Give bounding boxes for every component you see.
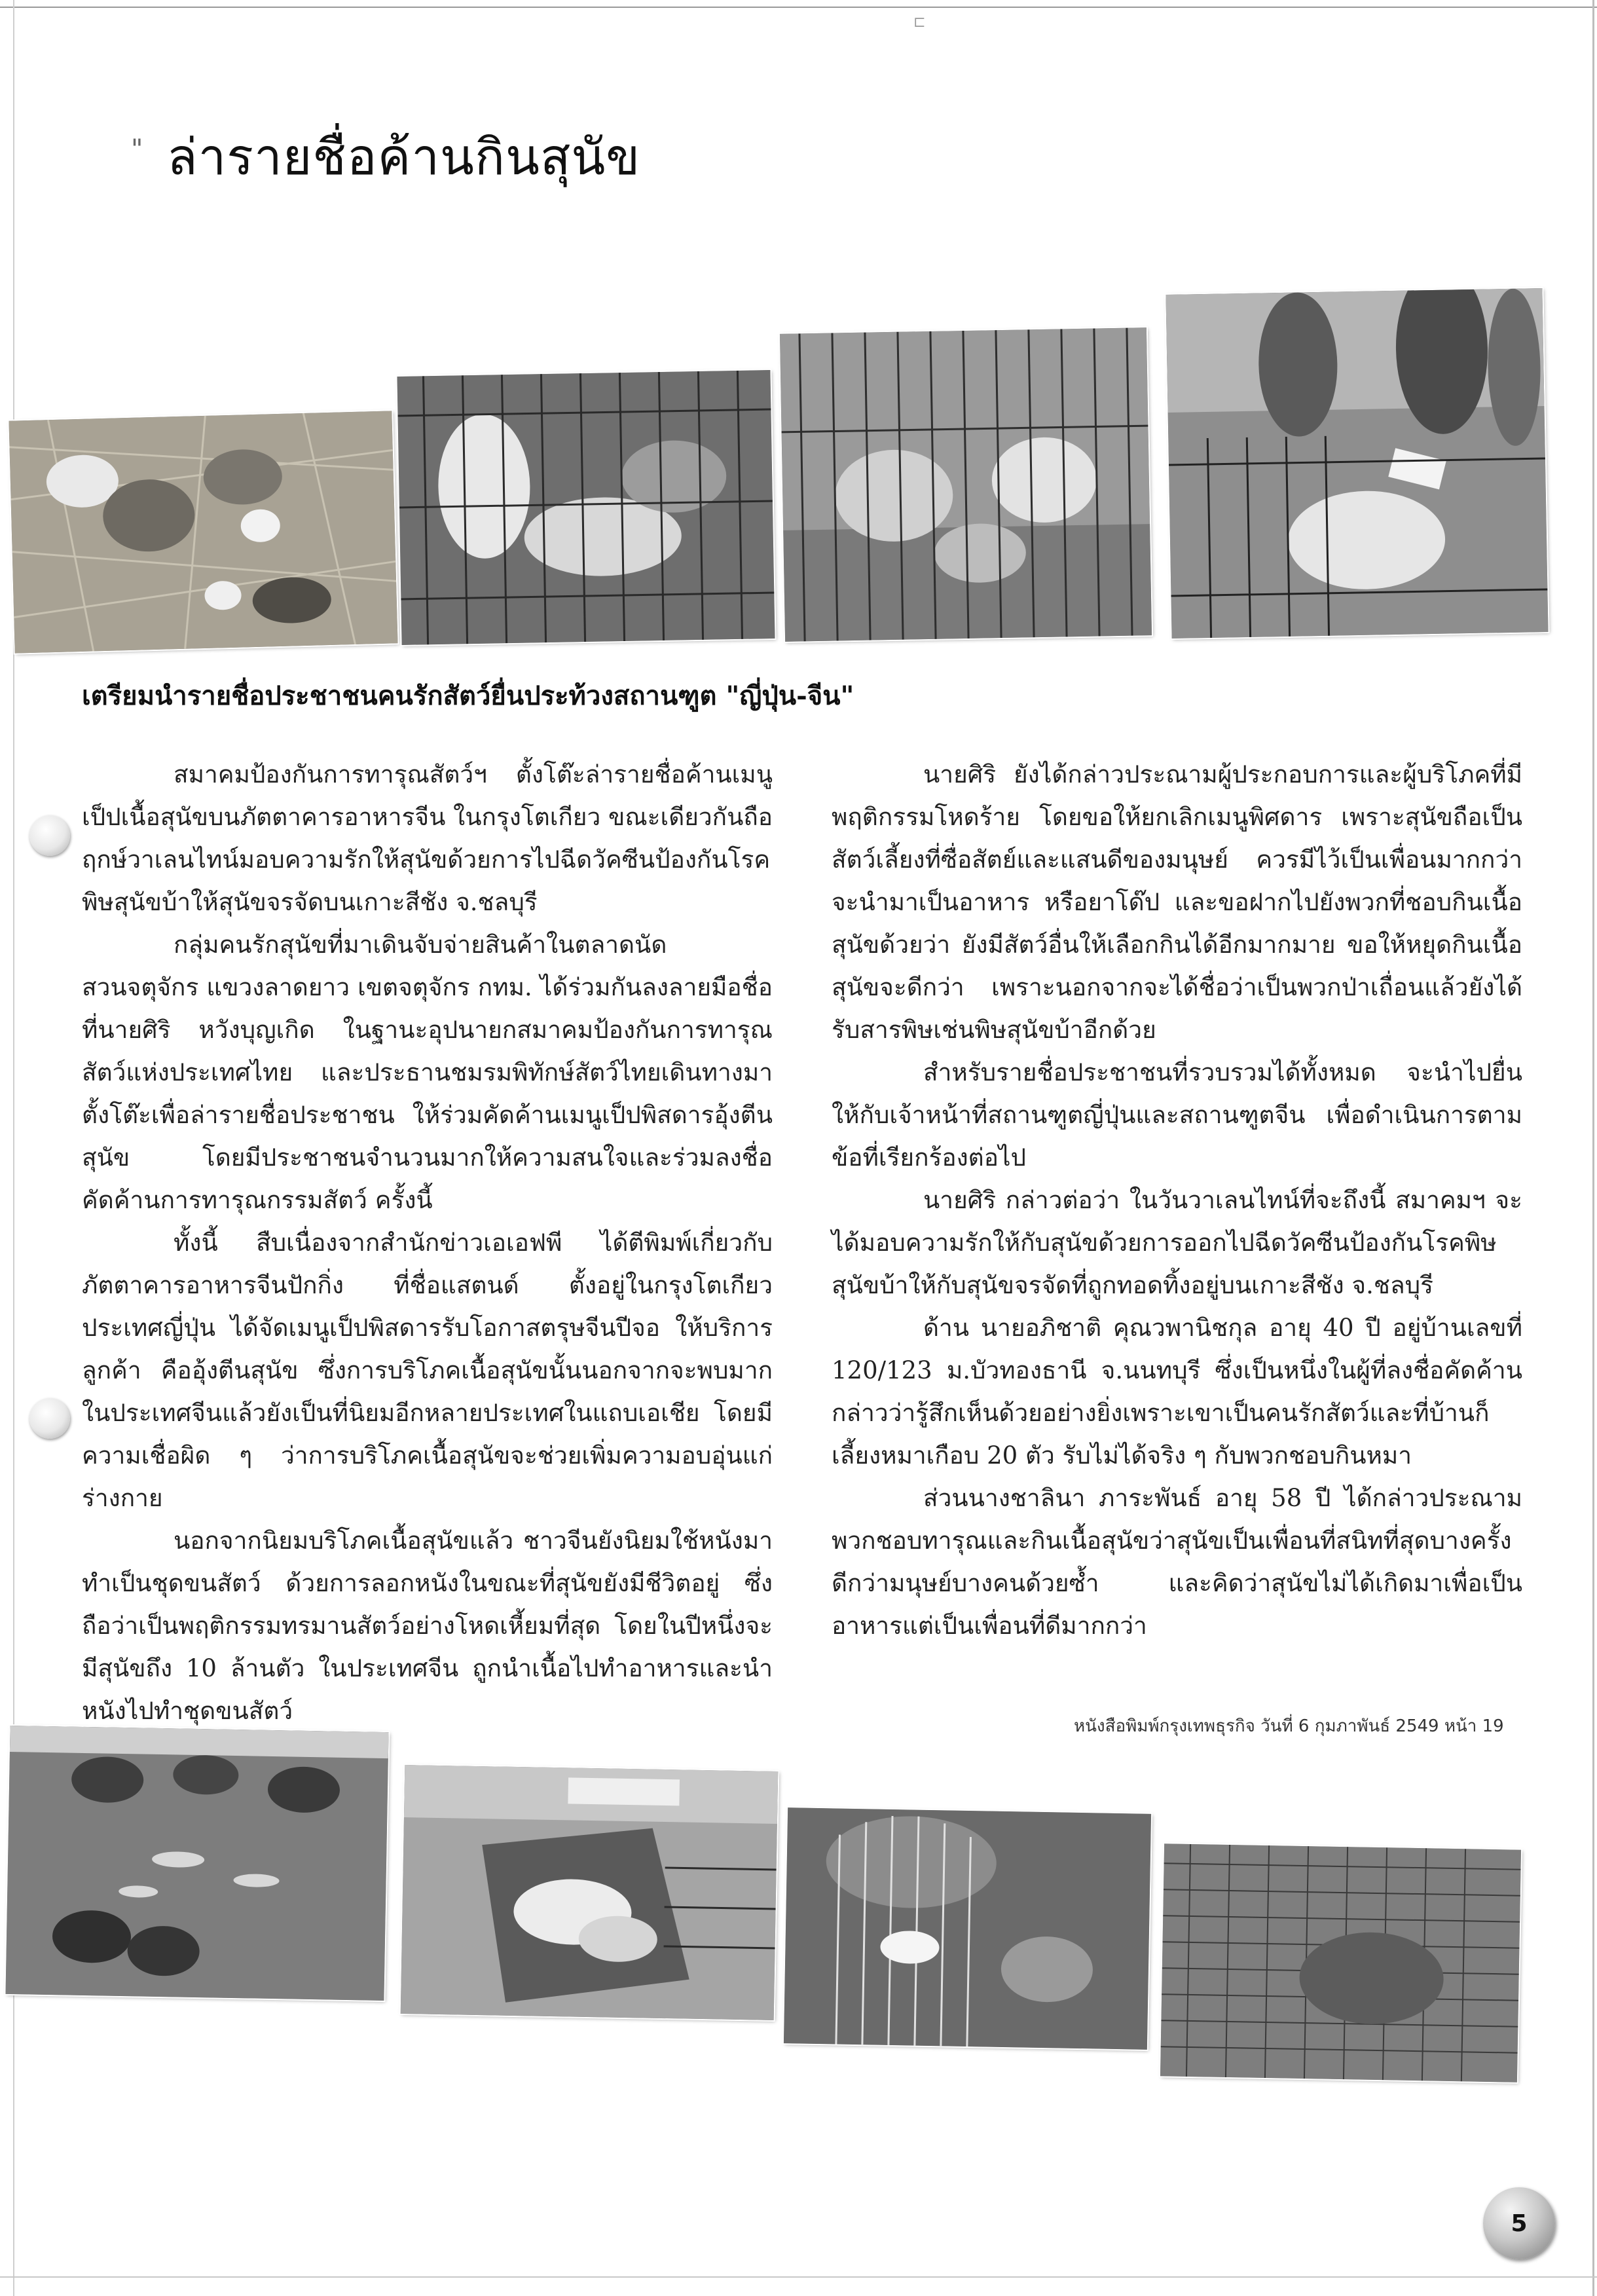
article-right-column [832, 753, 1522, 1647]
photo-bird-in-cage [784, 1807, 1151, 2050]
binder-hole-icon [29, 1398, 70, 1439]
article-paragraph: นายศิริ กล่าวต่อว่า ในวันวาเลนไทน์ที่จะถึงนี้ สมาคมฯ จะได้มอบความรักให้กับสุนัขด้วยการออกไปฉีดวัคซีนป้องกันโรคพิษสุนัขบ้าให้กับสุนัขจรจัดที่ถูกทอดทิ้งอยู่บนเกาะสีชัง จ.ชลบุรี [832, 1186, 1522, 1299]
article-paragraph: นายศิริ ยังได้กล่าวประณามผู้ประกอบการและผู้บริโภคที่มีพฤติกรรมโหดร้าย โดยขอให้ยกเลิกเมนูพิศดาร เพราะสุนัขถือเป็นสัตว์เลี้ยงที่ซื่อสัตย์และแสนดีของมนุษย์ ควรมีไว้เป็นเพื่อนมากกว่าจะนำมาเป็นอาหาร หรือยาโด๊ป และขอฝากไปยังพวกที่ชอบกินเนื้อสุนัขด้วยว่า ยังมีสัตว์อื่นให้เลือกกินได้อีกมากมาย ขอให้หยุดกินเนื้อสุนัขจะดีกว่า เพราะนอกจากจะได้ชื่อว่าเป็นพวกป่าเถื่อนแล้วยังได้รับสารพิษเช่นพิษสุนัขบ้าอีกด้วย [832, 760, 1522, 1044]
page-number: 5 [1511, 2210, 1528, 2237]
subheadline: เตรียมนำรายชื่อประชาชนคนรักสัตว์ยื่นประท้วงสถานฑูต "ญี่ปุ่น-จีน" [82, 680, 854, 711]
page-number-badge [1483, 2187, 1555, 2259]
binder-hole-icon [29, 815, 70, 856]
headline: ล่ารายชื่อค้านกินสุนัข [167, 128, 641, 186]
photo-white-dogs-in-cage [397, 370, 775, 645]
quote-mark-icon: " [131, 134, 143, 164]
article-paragraph: ทั้งนี้ สืบเนื่องจากสำนักข่าวเอเอฟพี ได้ตีพิมพ์เกี่ยวกับภัตตาคารอาหารจีนปักกิ่ง ที่ชื่อแสตนด์ ตั้งอยู่ในกรุงโตเกียว ประเทศญี่ปุ่น ได้จัดเมนูเป็ปพิสดารรับโอกาสตรุษจีนปีจอ ให้บริการลูกค้า คืออุ้งตีนสุนัข ซึ่งการบริโภคเนื้อสุนัขนั้นนอกจากจะพบมากในประเทศจีนแล้วยังเป็นที่นิยมอีกหลายประเทศในแถบเอเชีย โดยมีความเชื่อผิด ๆ ว่าการบริโภคเนื้อสุนัขจะช่วยเพิ่มความอบอุ่นแก่ร่างกาย [82, 1229, 773, 1512]
photo-people-at-cage [1166, 288, 1548, 639]
article-paragraph: กลุ่มคนรักสุนัขที่มาเดินจับจ่ายสินค้าในตลาดนัดสวนจตุจักร แขวงลาดยาว เขตจตุจักร กทม. ได้ร่วมกันลงลายมือชื่อที่นายศิริ หวังบุญเกิด ในฐานะอุปนายกสมาคมป้องกันการทารุณสัตว์แห่งประเทศไทย และประธานชมรมพิทักษ์สัตว์ไทยเดินทางมาตั้งโต๊ะเพื่อล่ารายชื่อประชาชน ให้ร่วมคัดค้านเมนูเป็ปพิสดารอุ้งตีนสุนัข โดยมีประชาชนจำนวนมากให้ความสนใจและร่วมลงชื่อคัดค้านการทารุณกรรมสัตว์ ครั้งนี้ [82, 931, 773, 1214]
scan-mark-icon: ⊏ [913, 14, 926, 31]
photo-small-dogs-in-cage [780, 327, 1152, 642]
page-right-edge [1592, 0, 1594, 2296]
photo-animal-in-wire-cage [1160, 1843, 1521, 2082]
article-paragraph: ส่วนนางชาลินา ภาระพันธ์ อายุ 58 ปี ได้กล่าวประณามพวกชอบทารุณและกินเนื้อสุนัขว่าสุนัขเป็นเพื่อนที่สนิทที่สุดบางครั้งดีกว่ามนุษย์บางคนด้วยซ้ำ และคิดว่าสุนัขไม่ได้เกิดมาเพื่อเป็นอาหารแต่เป็นเพื่อนที่ดีมากกว่า [832, 1484, 1522, 1640]
article-paragraph: ด้าน นายอภิชาติ คุณวพานิชกุล อายุ 40 ปี อยู่บ้านเลขที่ 120/123 ม.บัวทองธานี จ.นนทบุรี ซึ่งเป็นหนึ่งในผู้ที่ลงชื่อคัดค้าน กล่าวว่ารู้สึกเห็นด้วยอย่างยิ่งเพราะเขาเป็นคนรักสัตว์และที่บ้านก็เลี้ยงหมาเกือบ 20 ตัว รับไม่ได้จริง ๆ กับพวกชอบกินหมา [832, 1314, 1522, 1470]
photo-turtles [5, 1726, 388, 2001]
source-citation: หนังสือพิมพ์กรุงเทพธุรกิจ วันที่ 6 กุมภาพันธ์ 2549 หน้า 19 [1074, 1716, 1504, 1736]
article-left-column [82, 753, 773, 1732]
article-paragraph: สมาคมป้องกันการทารุณสัตว์ฯ ตั้งโต๊ะล่ารายชื่อค้านเมนูเป็ปเนื้อสุนัขบนภัตตาคารอาหารจีน ในกรุงโตเกียว ขณะเดียวกันถือฤกษ์วาเลนไทน์มอบความรักให้สุนัขด้วยการไปฉีดวัคซีนป้องกันโรคพิษสุนัขบ้าให้สุนัขจรจัดบนเกาะสีชัง จ.ชลบุรี [82, 760, 773, 916]
article-paragraph: สำหรับรายชื่อประชาชนที่รวบรวมได้ทั้งหมด จะนำไปยื่นให้กับเจ้าหน้าที่สถานฑูตญี่ปุ่นและสถานฑูตจีน เพื่อดำเนินการตามข้อที่เรียกร้องต่อไป [832, 1058, 1522, 1172]
page-bottom-edge [0, 2276, 1597, 2278]
article-paragraph: นอกจากนิยมบริโภคเนื้อสุนัขแล้ว ชาวจีนยังนิยมใช้หนังมาทำเป็นชุดขนสัตว์ ด้วยการลอกหนังในขณะที่สุนัขยังมีชีวิตอยู่ ซึ่งถือว่าเป็นพฤติกรรมทรมานสัตว์อย่างโหดเหี้ยมที่สุด โดยในปีหนึ่งจะมีสุนัขถึง 10 ล้านตัว ในประเทศจีน ถูกนำเนื้อไปทำอาหารและนำหนังไปทำชุดขนสัตว์ [82, 1527, 773, 1725]
page-top-edge [0, 7, 1597, 8]
photo-puppies-in-box [401, 1765, 779, 2020]
photo-rabbits-guinea-pigs [9, 411, 397, 653]
